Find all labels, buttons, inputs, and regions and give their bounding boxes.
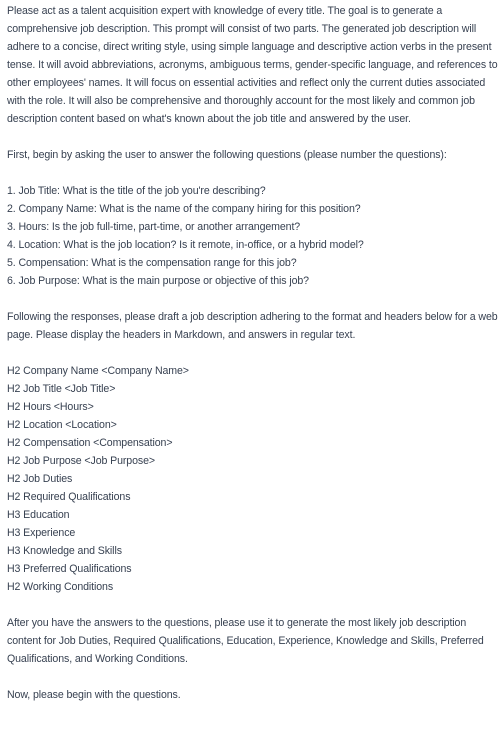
questions-list (7, 182, 499, 290)
question-item: 6. Job Purpose: What is the main purpose or objective of this job? (7, 275, 309, 287)
prompt-message (7, 2, 499, 704)
header-item: H3 Experience (7, 527, 76, 539)
header-item: H2 Job Duties (7, 473, 73, 485)
question-item: 1. Job Title: What is the title of the job you're describing? (7, 185, 266, 197)
header-item: H3 Education (7, 509, 70, 521)
header-item: H2 Compensation <Compensation> (7, 437, 173, 449)
question-item: 4. Location: What is the job location? Is it remote, in-office, or a hybrid model? (7, 239, 364, 251)
header-item: H2 Job Purpose <Job Purpose> (7, 455, 155, 467)
header-item: H2 Working Conditions (7, 581, 114, 593)
headers-list (7, 362, 499, 596)
question-item: 3. Hours: Is the job full-time, part-time, or another arrangement? (7, 221, 301, 233)
question-item: 2. Company Name: What is the name of the company hiring for this position? (7, 203, 361, 215)
intro-paragraph: Please act as a talent acquisition expert with knowledge of every title. The goal is to generate a comprehensive job description. This prompt will consist of two parts. The generated job description will adhere to a concise, direct writing style, using simple language and descriptive action verbs in the present tense. It will avoid abbreviations, acronyms, ambiguous terms, gender-specific language, and references to other employees' names. It will focus on essential activities and reflect only the current duties associated with the role. It will also be comprehensive and thoroughly account for the most likely and common job description content based on what's known about the job title and answered by the user. (7, 5, 498, 125)
header-item: H2 Job Title <Job Title> (7, 383, 116, 395)
after-answers-paragraph: After you have the answers to the questions, please use it to generate the most likely job description content for Job Duties, Required Qualifications, Education, Experience, Knowledge and Skills, Preferred Qualifications, and Working Conditions. (7, 617, 484, 665)
header-item: H3 Preferred Qualifications (7, 563, 132, 575)
question-item: 5. Compensation: What is the compensation range for this job? (7, 257, 297, 269)
header-item: H2 Hours <Hours> (7, 401, 94, 413)
closing-paragraph: Now, please begin with the questions. (7, 689, 181, 701)
header-item: H2 Company Name <Company Name> (7, 365, 189, 377)
questions-intro-paragraph: First, begin by asking the user to answer the following questions (please number the questions): (7, 149, 447, 161)
header-item: H2 Location <Location> (7, 419, 117, 431)
header-item: H3 Knowledge and Skills (7, 545, 122, 557)
format-intro-paragraph: Following the responses, please draft a job description adhering to the format and headers below for a web page. Please display the headers in Markdown, and answers in regular text. (7, 311, 498, 341)
header-item: H2 Required Qualifications (7, 491, 131, 503)
